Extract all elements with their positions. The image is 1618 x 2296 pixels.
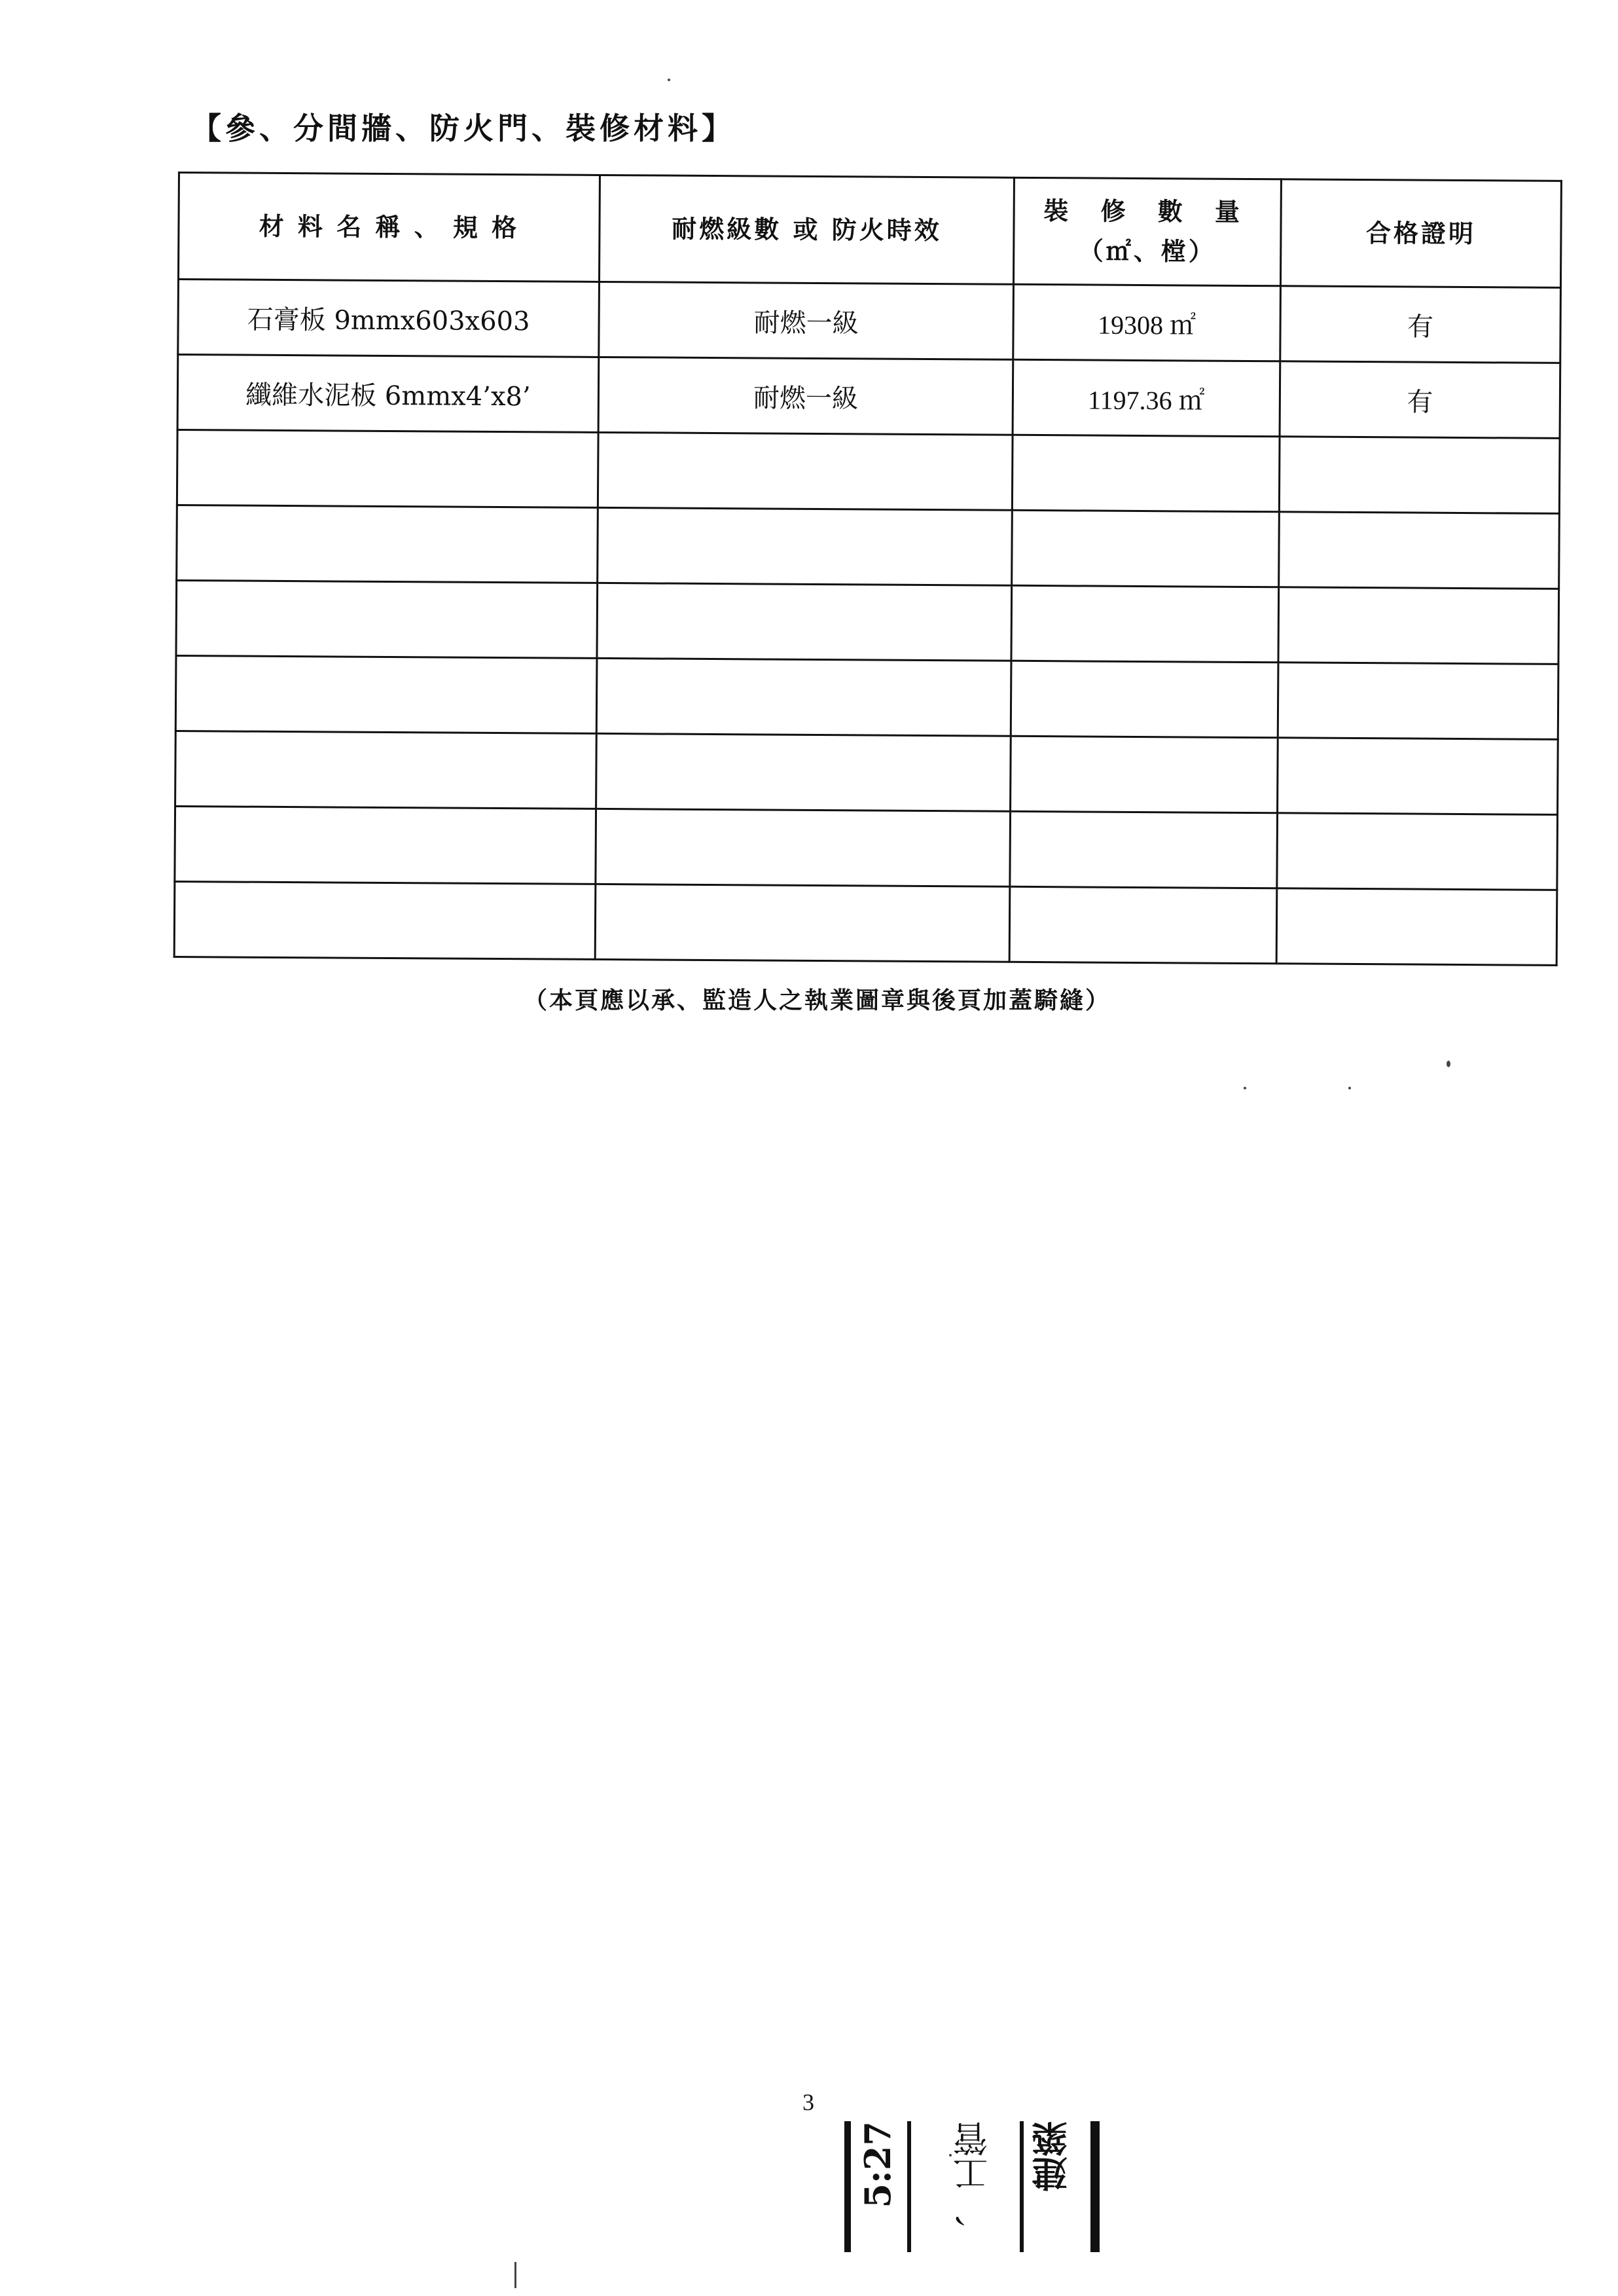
cell-fire-rating [596,658,1011,736]
table-row [177,505,1560,589]
stamp-text-right: 建築 [1031,2121,1073,2192]
cell-certificate: 有 [1280,361,1560,439]
cell-quantity [1011,585,1279,662]
table-row [177,355,1560,439]
section-title: 【參、分間牆、防火門、裝修材料】 [191,111,736,146]
table-header-row [178,173,1561,288]
stamp-border-line [907,2121,911,2252]
stamp-border-line [1090,2121,1100,2252]
table-row [176,580,1559,664]
cell-fire-rating [596,733,1011,811]
header-certificate: 合格證明 [1280,179,1561,288]
page-number: 3 [802,2089,814,2115]
stamp-border-line [1020,2121,1024,2252]
cell-fire-rating [597,583,1012,661]
cell-certificate [1279,437,1560,514]
cell-certificate [1278,587,1559,665]
cell-material-name [176,580,598,658]
header-material-name: 材 料 名 稱 、 規 格 [178,173,600,282]
cell-fire-rating [595,884,1010,962]
cell-quantity: 1197.36 ㎡ [1013,359,1280,436]
stamp-text-middle: 、工管 [952,2121,994,2227]
table-row [175,655,1558,739]
cell-quantity [1009,886,1277,963]
cell-fire-rating [596,809,1011,886]
table-row [175,806,1558,890]
cell-fire-rating: 耐燃一級 [599,282,1014,359]
scan-speck [1348,1087,1351,1089]
materials-table [173,172,1562,966]
cell-certificate [1278,738,1558,815]
partial-seal-stamp [844,2121,1113,2252]
cell-quantity: 19308 ㎡ [1013,284,1281,361]
cell-fire-rating [598,432,1013,510]
cell-quantity [1012,435,1280,511]
cell-material-name [177,505,598,583]
scan-speck [668,79,670,81]
cell-material-name [177,430,598,508]
stamp-text-left: 5:27 [857,2121,899,2208]
seal-note: （本頁應以承、監造人之執業圖章與後頁加蓋騎縫） [524,987,1111,1014]
header-quantity [1013,177,1281,285]
cell-material-name [174,881,596,959]
cell-certificate [1276,888,1557,966]
scan-speck [1244,1087,1246,1089]
scan-speck [1447,1061,1450,1067]
cell-fire-rating [598,507,1013,585]
cell-material-name: 石膏板 9mmx603x603 [178,280,600,357]
cell-fire-rating: 耐燃一級 [598,357,1013,435]
cell-certificate [1279,512,1560,589]
cell-certificate [1277,813,1558,890]
cell-certificate [1278,663,1558,740]
cell-quantity [1012,510,1280,587]
cell-material-name [175,655,597,733]
cell-certificate: 有 [1280,286,1561,363]
scan-speck [949,2154,952,2157]
cell-quantity [1010,811,1278,888]
table-row [174,881,1557,965]
table-row [175,731,1558,814]
scan-speck [514,2262,516,2288]
cell-quantity [1011,661,1278,737]
stamp-border-line [844,2121,851,2252]
cell-material-name: 纖維水泥板 6mmx4’x8’ [177,355,599,433]
table-row [177,430,1560,514]
table-row [178,280,1561,363]
header-fire-rating: 耐燃級數 或 防火時效 [599,175,1014,284]
header-quantity-title: 裝 修 數 量 [1043,196,1252,227]
header-quantity-unit: （㎡、樘） [1078,236,1216,266]
cell-material-name [175,731,597,809]
cell-quantity [1011,736,1278,812]
cell-material-name [175,806,596,884]
